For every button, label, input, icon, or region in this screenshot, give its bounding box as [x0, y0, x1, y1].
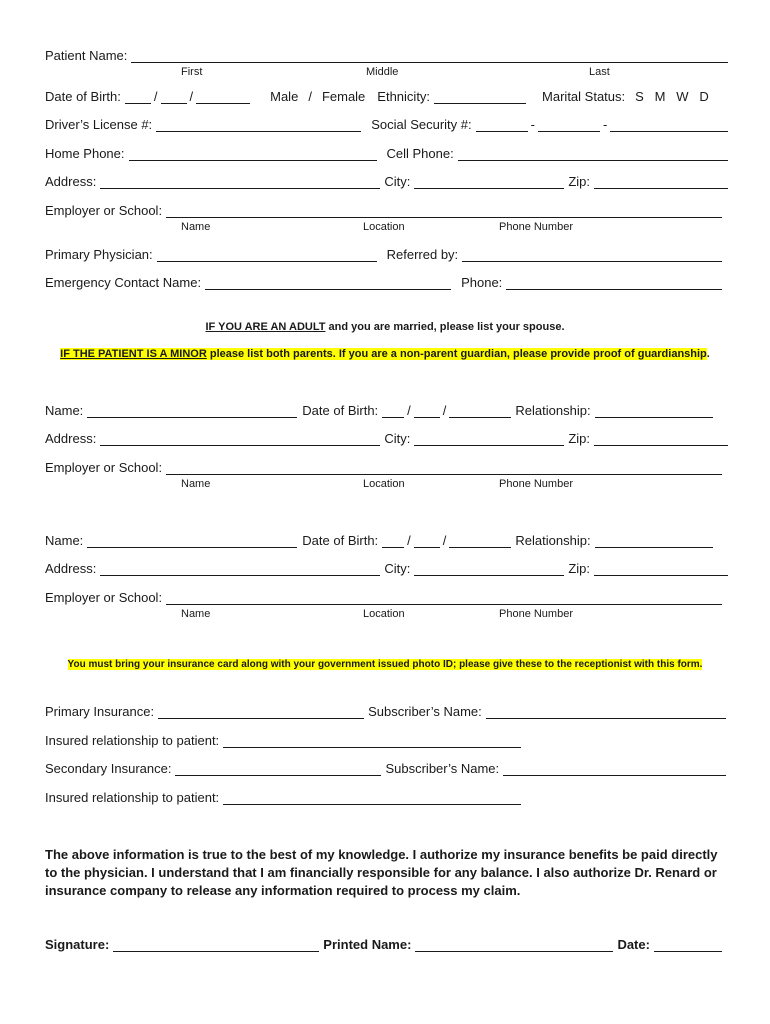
emergency-row — [45, 275, 722, 290]
primary-subscriber-field[interactable] — [486, 706, 726, 719]
signature-row — [45, 937, 722, 952]
employer-field[interactable] — [166, 205, 722, 218]
person2-dob-day-field[interactable] — [414, 535, 440, 548]
secondary-relationship-field[interactable] — [223, 792, 521, 805]
person1-name-row — [45, 403, 713, 418]
emergency-contact-label: Emergency Contact Name: — [45, 275, 202, 290]
address-label: Address: — [45, 174, 97, 189]
person1-dob-year-field[interactable] — [449, 405, 511, 418]
ssn-field-3[interactable] — [610, 119, 728, 132]
primary-insurance-field[interactable] — [158, 706, 364, 719]
primary-relationship-field[interactable] — [223, 735, 521, 748]
insurance-notice — [0, 659, 770, 670]
ssn-field-2[interactable] — [538, 119, 600, 132]
primary-physician-field[interactable] — [157, 249, 377, 262]
person2-name-row — [45, 533, 713, 548]
employer-sub-location: Location — [363, 221, 405, 233]
person1-sub-phone: Phone Number — [499, 478, 573, 490]
home-phone-field[interactable] — [129, 148, 377, 161]
person2-name-label: Name: — [45, 533, 84, 548]
gender-female-option[interactable]: Female — [321, 89, 366, 104]
person2-dob-year-field[interactable] — [449, 535, 511, 548]
person2-city-field[interactable] — [414, 563, 564, 576]
person1-sub-name: Name — [181, 478, 211, 490]
cell-phone-label: Cell Phone: — [386, 146, 454, 161]
person1-name-field[interactable] — [87, 405, 297, 418]
person1-dob-month-field[interactable] — [382, 405, 404, 418]
person2-zip-label: Zip: — [568, 561, 590, 576]
adult-notice — [0, 321, 770, 333]
dob-slash-2: / — [189, 89, 194, 104]
person2-dob-slash-1: / — [407, 533, 411, 548]
home-phone-label: Home Phone: — [45, 146, 125, 161]
emergency-contact-field[interactable] — [205, 277, 451, 290]
person1-dob-slash-1: / — [407, 403, 411, 418]
person2-name-field[interactable] — [87, 535, 297, 548]
employer-label: Employer or School: — [45, 203, 163, 218]
dob-month-field[interactable] — [125, 91, 151, 104]
address-row — [45, 174, 728, 189]
person1-address-label: Address: — [45, 431, 97, 446]
marital-status-label: Marital Status: — [542, 89, 626, 104]
primary-relationship-label: Insured relationship to patient: — [45, 733, 220, 748]
date-label: Date: — [617, 937, 650, 952]
person1-dob-day-field[interactable] — [414, 405, 440, 418]
person2-sub-phone: Phone Number — [499, 608, 573, 620]
dob-label: Date of Birth: — [45, 89, 121, 104]
minor-notice — [0, 348, 770, 360]
emergency-phone-label: Phone: — [461, 275, 503, 290]
gender-separator: / — [308, 89, 312, 104]
primary-relationship-row — [45, 733, 521, 748]
ssn-dash-1: - — [530, 117, 535, 132]
person1-dob-slash-2: / — [442, 403, 447, 418]
secondary-insurance-label: Secondary Insurance: — [45, 761, 172, 776]
ethnicity-label: Ethnicity: — [377, 89, 431, 104]
dob-slash-1: / — [153, 89, 158, 104]
date-field[interactable] — [654, 939, 722, 952]
person1-relationship-label: Relationship: — [515, 403, 591, 418]
person2-relationship-label: Relationship: — [515, 533, 591, 548]
employer-row — [45, 203, 722, 218]
patient-name-sub-first: First — [181, 66, 203, 78]
person2-sub-name: Name — [181, 608, 211, 620]
secondary-subscriber-field[interactable] — [503, 763, 726, 776]
dob-day-field[interactable] — [161, 91, 187, 104]
referred-by-label: Referred by: — [386, 247, 459, 262]
ethnicity-field[interactable] — [434, 91, 526, 104]
primary-physician-label: Primary Physician: — [45, 247, 153, 262]
person2-city-label: City: — [384, 561, 411, 576]
person1-city-label: City: — [384, 431, 411, 446]
address-field[interactable] — [100, 176, 380, 189]
printed-name-field[interactable] — [415, 939, 613, 952]
person2-dob-slash-2: / — [442, 533, 447, 548]
ssn-label: Social Security #: — [371, 117, 472, 132]
secondary-relationship-row — [45, 790, 521, 805]
person1-zip-label: Zip: — [568, 431, 590, 446]
marital-status-options[interactable]: S M W D — [635, 89, 709, 104]
authorization-statement: The above information is true to the best of my knowledge. I authorize my insurance benefits be paid directly to the physician. I understand that I am financially responsible for any balance. I also authorize Dr. Renard or insurance company to release any information required to process my claim. — [45, 847, 718, 898]
secondary-insurance-row — [45, 761, 726, 776]
gender-male-option[interactable]: Male — [270, 89, 299, 104]
person2-address-row — [45, 561, 728, 576]
primary-subscriber-label: Subscriber’s Name: — [368, 704, 482, 719]
person2-sub-location: Location — [363, 608, 405, 620]
person1-employer-field[interactable] — [166, 462, 722, 475]
person2-dob-label: Date of Birth: — [302, 533, 379, 548]
signature-label: Signature: — [45, 937, 110, 952]
secondary-subscriber-label: Subscriber’s Name: — [385, 761, 500, 776]
person2-address-label: Address: — [45, 561, 97, 576]
referred-by-field[interactable] — [462, 249, 722, 262]
minor-notice-text: please list both parents. If you are a non-parent guardian, please provide proof of guardianship — [206, 348, 707, 360]
city-label: City: — [384, 174, 411, 189]
primary-insurance-label: Primary Insurance: — [45, 704, 155, 719]
patient-name-sub-middle: Middle — [366, 66, 399, 78]
license-row — [45, 117, 728, 132]
person1-employer-row — [45, 460, 722, 475]
zip-label: Zip: — [568, 174, 590, 189]
printed-name-label: Printed Name: — [323, 937, 412, 952]
secondary-relationship-label: Insured relationship to patient: — [45, 790, 220, 805]
patient-name-sub-last: Last — [589, 66, 610, 78]
person1-sub-location: Location — [363, 478, 405, 490]
signature-field[interactable] — [113, 939, 319, 952]
adult-notice-prefix: IF YOU ARE AN ADULT — [205, 321, 326, 333]
minor-notice-prefix: IF THE PATIENT IS A MINOR — [60, 348, 207, 360]
person2-zip-field[interactable] — [594, 563, 728, 576]
employer-sub-phone: Phone Number — [499, 221, 573, 233]
drivers-license-label: Driver’s License #: — [45, 117, 153, 132]
patient-name-row — [45, 48, 728, 63]
person1-zip-field[interactable] — [594, 433, 728, 446]
phone-row — [45, 146, 728, 161]
person2-employer-row — [45, 590, 722, 605]
physician-row — [45, 247, 722, 262]
adult-notice-text: and you are married, please list your spouse. — [325, 321, 565, 333]
person2-address-field[interactable] — [100, 563, 380, 576]
zip-field[interactable] — [594, 176, 728, 189]
person1-employer-label: Employer or School: — [45, 460, 163, 475]
employer-sub-name: Name — [181, 221, 211, 233]
person1-name-label: Name: — [45, 403, 84, 418]
patient-name-field[interactable] — [131, 50, 728, 63]
cell-phone-field[interactable] — [458, 148, 728, 161]
person1-city-field[interactable] — [414, 433, 564, 446]
secondary-insurance-field[interactable] — [175, 763, 381, 776]
dob-row — [45, 89, 726, 104]
person1-relationship-field[interactable] — [595, 405, 713, 418]
city-field[interactable] — [414, 176, 564, 189]
person1-address-row — [45, 431, 728, 446]
person2-dob-month-field[interactable] — [382, 535, 404, 548]
dob-year-field[interactable] — [196, 91, 250, 104]
person2-relationship-field[interactable] — [595, 535, 713, 548]
emergency-phone-field[interactable] — [506, 277, 722, 290]
minor-notice-end: . — [706, 348, 710, 360]
ssn-field-1[interactable] — [476, 119, 528, 132]
person1-address-field[interactable] — [100, 433, 380, 446]
ssn-dash-2: - — [602, 117, 608, 132]
patient-name-label: Patient Name: — [45, 48, 128, 63]
drivers-license-field[interactable] — [156, 119, 361, 132]
person1-dob-label: Date of Birth: — [302, 403, 379, 418]
primary-insurance-row — [45, 704, 726, 719]
person2-employer-field[interactable] — [166, 592, 722, 605]
insurance-notice-text: You must bring your insurance card along with your government issued photo ID; please give these to the receptionist with this form. — [67, 659, 703, 670]
person2-employer-label: Employer or School: — [45, 590, 163, 605]
